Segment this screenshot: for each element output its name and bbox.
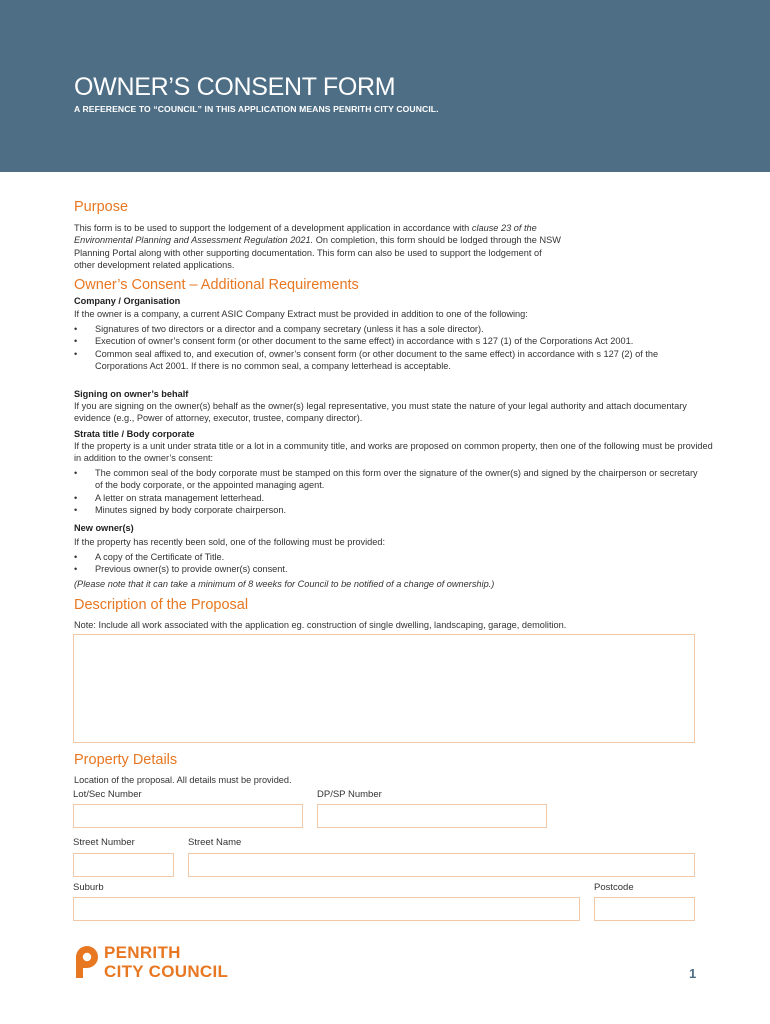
street-number-input[interactable] [73,853,174,877]
suburb-label: Suburb [73,882,104,893]
property-heading: Property Details [74,752,178,768]
street-name-input[interactable] [188,853,695,877]
list-item: • Signatures of two directors or a director and a company secretary (unless it has a sole director). [74,323,704,335]
list-item: • Minutes signed by body corporate chairperson. [74,504,704,516]
new-owner-subheading: New owner(s) [74,523,134,533]
council-logo-text: PENRITH CITY COUNCIL [104,943,229,981]
new-owner-intro: If the property has recently been sold, one of the following must be provided: [74,537,386,547]
behalf-subheading: Signing on owner’s behalf [74,389,189,399]
requirements-heading: Owner’s Consent – Additional Requirements [74,277,359,293]
lot-sec-label: Lot/Sec Number [73,789,142,800]
ownership-note: (Please note that it can take a minimum of 8 weeks for Council to be notified of a change of ownership.) [74,579,495,589]
strata-bullets [74,467,704,516]
company-bullets [74,323,704,372]
property-intro: Location of the proposal. All details must be provided. [74,775,292,785]
dp-sp-label: DP/SP Number [317,789,382,800]
suburb-input[interactable] [73,897,580,921]
proposal-note: Note: Include all work associated with the application eg. construction of single dwelling, landscaping, garage, demolition. [74,620,567,630]
street-number-label: Street Number [73,837,135,848]
dp-sp-input[interactable] [317,804,547,828]
strata-subheading: Strata title / Body corporate [74,429,195,439]
page-title: OWNER’S CONSENT FORM [74,73,396,101]
purpose-text: This form is to be used to support the lodgement of a development application in accordance with clause 23 of the Environmental Planning and Assessment Regulation 2021. On completion, this form should be lodged through the NSW Planning Portal along with other supporting documentation. This form can also be used to support the lodgement of other development related applications. [74,223,561,270]
penrith-logo-icon [74,944,100,980]
strata-intro: If the property is a unit under strata title or a lot in a community title, and works are proposed on common property, then one of the following must be provided in addition to the owner’s consent: [74,441,713,464]
postcode-label: Postcode [594,882,634,893]
list-item: • A copy of the Certificate of Title. [74,551,704,563]
purpose-heading: Purpose [74,199,129,215]
behalf-text: If you are signing on the owner(s) behalf as the owner(s) legal representative, you must state the nature of your legal authority and attach documentary evidence (e.g., Power of attorney, executor, trustee, company director). [74,401,687,424]
street-name-label: Street Name [188,837,242,848]
list-item: • The common seal of the body corporate must be stamped on this form over the signature of the owner(s) and signed by the chairperson or secretary of the body corporate, or the appointed managing agent. [74,467,704,492]
postcode-input[interactable] [594,897,695,921]
page-subtitle: A REFERENCE TO “COUNCIL” IN THIS APPLICATION MEANS PENRITH CITY COUNCIL. [74,104,439,114]
company-subheading: Company / Organisation [74,296,181,306]
list-item: • A letter on strata management letterhead. [74,492,704,504]
list-item: • Previous owner(s) to provide owner(s) consent. [74,563,704,575]
proposal-description-field[interactable] [73,634,695,743]
list-item: • Common seal affixed to, and execution of, owner’s consent form (or other document to the same effect) in accordance with s 127 (2) of the Corporations Act 2001. If there is no common seal, a company letterhead is acceptable. [74,348,704,373]
lot-sec-input[interactable] [73,804,303,828]
company-intro: If the owner is a company, a current ASIC Company Extract must be provided in addition to one of the following: [74,309,528,319]
new-owner-bullets [74,551,704,576]
list-item: • Execution of owner’s consent form (or other document to the same effect) in accordance with s 127 (1) of the Corporations Act 2001. [74,335,704,347]
page-number: 1 [689,966,697,981]
proposal-heading: Description of the Proposal [74,597,249,613]
